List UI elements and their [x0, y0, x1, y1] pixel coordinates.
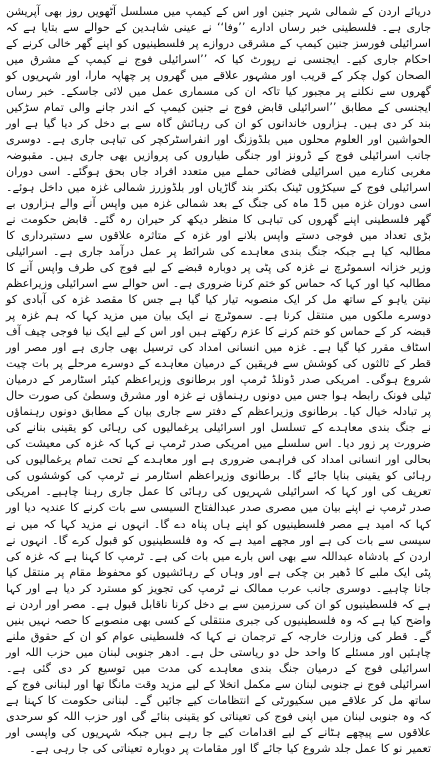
article-body: دریائے اردن کے شمالی شہر جنین اور اس کے کیمپ میں مسلسل آٹھویں روز بھی آپریشن جاری ہے۔ فلسطینی خبر رساں ادارے ’’وفا‘‘ نے عینی شاہدین کے حوالے سے بتایا ہے کہ اسرائیلی فورسز جنین کیمپ کے مشرقی دروازے پر فلسطینیوں کو اپنے گھر خالی کرنے کے احکام جاری کیے۔ ایجنسی نے رپورٹ کیا کہ ’’اسرائیلی فوج نے کیمپ کے مشرق میں الصحان کول چکر کے قریب اور مشہور علاقے میں گھروں پر چھاپہ مارا، اور شہریوں کو گھروں سے نکلنے پر مجبور کیا تاکہ ان کی مسماری عمل میں لائی جاسکے۔ خبر رساں ایجنسی کے مطابق ’’اسرائیلی قابض فوج نے جنین کیمپ کے اندر جانے والی تمام سڑکیں بند کر دی ہیں۔ ہزاروں خاندانوں کو ان کی رہائش گاہ سے بے دخل کر دیا گیا ہے اور الحواشین اور العلوم محلوں میں بلڈوزنگ اور انفراسٹرکچر کی تباہی جاری ہے۔ دوسری جانب اسرائیلی فوج کے ڈرونز اور جنگی طیاروں کی پروازیں بھی جاری ہیں۔ مقبوضہ مغربی کنارے میں اسرائیلی فضائی حملے میں متعدد افراد جاں بحق ہوگئے۔ اسی دوران اسرائیلی فوج کے سیکڑوں ٹینک بکتر بند گاڑیاں اور بلڈوزرز شمالی غزہ میں داخل ہوئے۔ اسی دوران غزہ میں 15 ماہ کی جنگ کے بعد شمالی غزہ میں واپس آنے والے ہزاروں بے گھر فلسطینی اپنے گھروں کی تباہی کا منظر دیکھ کر حیران رہ گئے۔ قابض حکومت نے بڑی تعداد میں فوجی دستے واپس بلانے اور غزہ کے متاثرہ علاقوں سے دستبرداری کا مطالبہ کیا ہے جبکہ جنگ بندی معاہدے کی شرائط پر عمل درآمد جاری ہے۔ اسرائیلی وزیر خزانہ اسموٹرچ نے غزہ کی پٹی پر دوبارہ قبضے کے لیے فوج کی طرف واپس آنے کا مطالبہ کیا اور کہا کہ حماس کو ختم کرنا ضروری ہے۔ اس حوالے سے اسرائیلی وزیراعظم نیتن یاہو کے ساتھ مل کر ایک منصوبہ تیار کیا گیا ہے جس کا مقصد غزہ کی آبادی کو دوسرے ملکوں میں منتقل کرنا ہے۔ سموٹرچ نے ایک بیان میں مزید کہا کہ ہم غزہ پر قبضہ کر کے حماس کو ختم کرنے کا عزم رکھتے ہیں اور اس کے لیے ایک نیا فوجی چیف آف اسٹاف مقرر کیا گیا ہے۔ غزہ میں انسانی امداد کی ترسیل بھی جاری ہے اور مصر اور قطر کے ثالثوں کی کوشش سے فریقین کے درمیان معاہدے کے دوسرے مرحلے پر بات چیت شروع ہوگی۔ امریکی صدر ڈونلڈ ٹرمپ اور برطانوی وزیراعظم کیئر اسٹارمر کے درمیان ٹیلی فونک رابطہ ہوا جس میں دونوں رہنماؤں نے غزہ اور مشرق وسطیٰ کی صورت حال پر تبادلہ خیال کیا۔ برطانوی وزیراعظم کے دفتر سے جاری بیان کے مطابق دونوں رہنماؤں نے جنگ بندی معاہدے کے تسلسل اور اسرائیلی یرغمالیوں کی رہائی کو یقینی بنانے کی ضرورت پر زور دیا۔ اس سلسلے میں امریکی صدر ٹرمپ نے کہا کہ غزہ کی معیشت کی بحالی اور انسانی امداد کی فراہمی ضروری ہے اور معاہدے کے تحت تمام یرغمالیوں کی رہائی کو یقینی بنایا جائے گا۔ برطانوی وزیراعظم اسٹارمر نے ٹرمپ کی کوششوں کی تعریف کی اور کہا کہ اسرائیلی شہریوں کی رہائی کا عمل جاری رہنا چاہیے۔ امریکی صدر ٹرمپ نے اپنے بیان میں مصری صدر عبدالفتاح السیسی سے بات کرنے کا عندیہ دیا اور کہا کہ امید ہے مصر فلسطینیوں کو اپنے ہاں پناہ دے گا۔ انہوں نے مزید کہا کہ میں نے سیسی سے بات کی ہے اور مجھے امید ہے کہ وہ فلسطینیوں کو قبول کرے گا۔ انہوں نے اردن کے بادشاہ عبداللہ سے بھی اس بارے میں بات کی ہے۔ ٹرمپ کا کہنا ہے کہ غزہ کی پٹی ایک ملبے کا ڈھیر بن چکی ہے اور وہاں کے رہائشیوں کو محفوظ مقام پر منتقل کیا جانا چاہیے۔ دوسری جانب عرب ممالک نے ٹرمپ کی تجویز کو مسترد کر دیا ہے اور کہا ہے کہ فلسطینیوں کو ان کی سرزمین سے بے دخل کرنا ناقابل قبول ہے۔ مصر اور اردن نے واضح کیا ہے کہ وہ فلسطینیوں کی جبری منتقلی کے کسی بھی منصوبے کا حصہ نہیں بنیں گے۔ قطر کی وزارت خارجہ کے ترجمان نے کہا کہ فلسطینی عوام کو ان کے حقوق ملنے چاہئیں اور مسئلے کا واحد حل دو ریاستی حل ہے۔ ادھر جنوبی لبنان میں حزب اللہ اور اسرائیلی فوج کے درمیان جنگ بندی معاہدے کی مدت میں توسیع کر دی گئی ہے۔ اسرائیلی فوج نے جنوبی لبنان سے مکمل انخلا کے لیے مزید وقت مانگا تھا اور لبنانی فوج کے ساتھ مل کر علاقے میں سکیورٹی کے انتظامات کیے جائیں گے۔ لبنانی حکومت کا کہنا ہے کہ وہ جنوبی لبنان میں اپنی فوج کی تعیناتی کو یقینی بنائے گی اور حزب اللہ کو سرحدی علاقوں سے پیچھے ہٹانے کے لیے اقدامات کیے جا رہے ہیں جبکہ شہریوں کی واپسی اور تعمیر نو کا عمل جلد شروع کیا جائے گا اور مقامات پر دوبارہ تعیناتی کی جا رہی ہے۔: [6, 5, 431, 755]
